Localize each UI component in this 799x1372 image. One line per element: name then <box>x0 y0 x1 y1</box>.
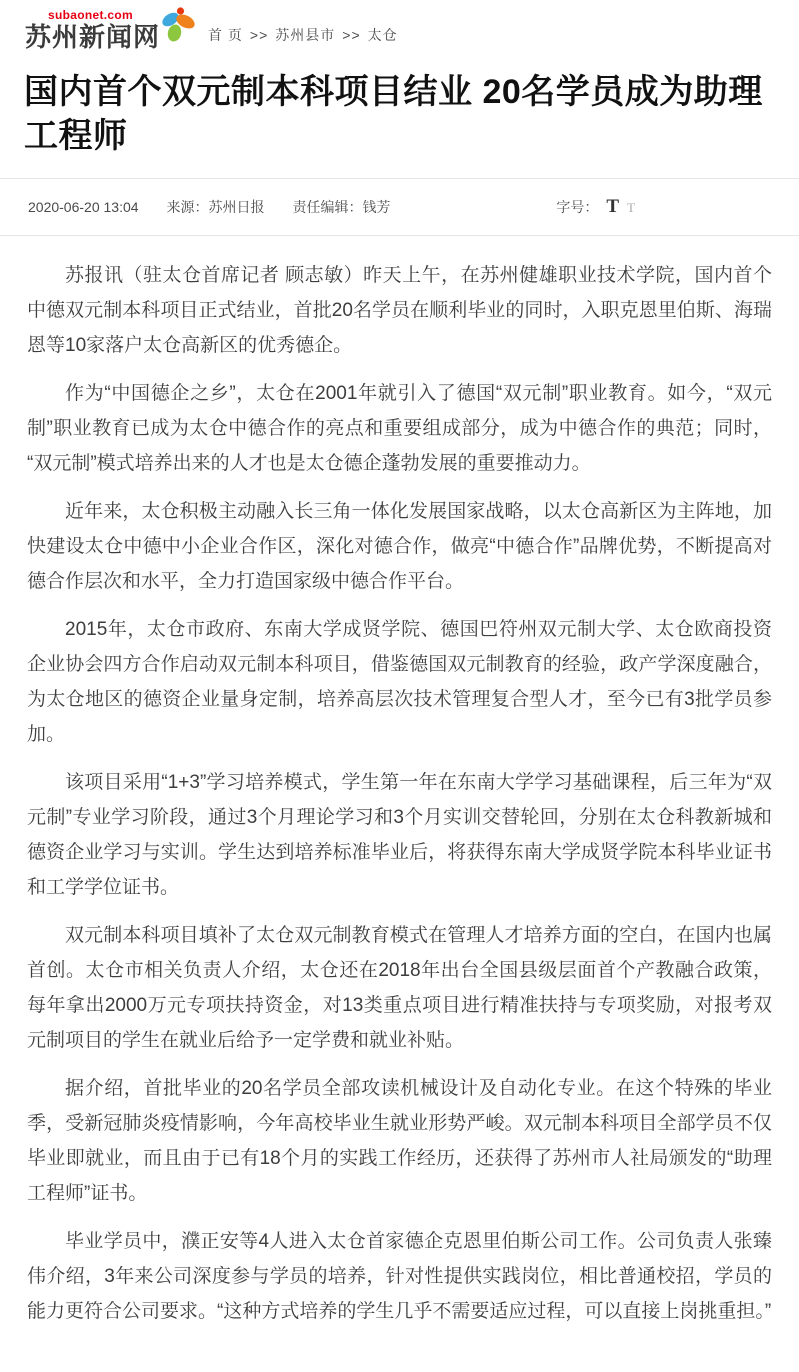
article-title: 国内首个双元制本科项目结业 20名学员成为助理工程师 <box>24 73 763 155</box>
site-logo[interactable] <box>25 9 196 52</box>
breadcrumb-link-0[interactable]: 首 页 <box>208 27 243 43</box>
breadcrumb-separator: >> <box>342 27 361 43</box>
article-body <box>0 236 799 1372</box>
breadcrumb-link-1[interactable]: 苏州县市 <box>275 27 336 43</box>
article-paragraph: 近年来，太仓积极主动融入长三角一体化发展国家战略，以太仓高新区为主阵地，加快建设太仓中德中小企业合作区，深化对德合作，做亮“中德合作”品牌优势，不断提高对德合作层次和水平，全力打造国家级中德合作平台。 <box>27 501 772 592</box>
clover-icon <box>160 6 196 44</box>
fontsize-label: 字号： <box>556 199 599 215</box>
logo-domain-text: subaonet.com <box>48 8 133 22</box>
article-paragraph: 苏报讯（驻太仓首席记者 顾志敏）昨天上午，在苏州健雄职业技术学院，国内首个中德双元制本科项目正式结业，首批20名学员在顺利毕业的同时，入职克恩里伯斯、海瑞恩等10家落户太仓高新区的优秀德企。 <box>27 265 772 356</box>
article-paragraph: 毕业学员中，濮正安等4人进入太仓首家德企克恩里伯斯公司工作。公司负责人张臻伟介绍，3年来公司深度参与学员的培养，针对性提供实践岗位，相比普通校招，学员的能力更符合公司要求。“这种方式培养的学生几乎不需要适应过程，可以直接上岗挑重担。” <box>27 1231 772 1322</box>
article-paragraph: 2015年，太仓市政府、东南大学成贤学院、德国巴符州双元制大学、太仓欧商投资企业协会四方合作启动双元制本科项目，借鉴德国双元制教育的经验，政产学深度融合，为太仓地区的德资企业量身定制，培养高层次技术管理复合型人才，至今已有3批学员参加。 <box>27 619 772 745</box>
fontsize-decrease-button[interactable]: T <box>627 200 635 215</box>
fontsize-controls <box>556 196 635 218</box>
article-meta <box>0 179 799 235</box>
breadcrumb-link-2[interactable]: 太仓 <box>367 27 398 43</box>
publish-datetime: 2020-06-20 13:04 <box>28 199 139 215</box>
article-paragraph: 双元制本科项目填补了太仓双元制教育模式在管理人才培养方面的空白，在国内也属首创。太仓市相关负责人介绍，太仓还在2018年出台全国县级层面首个产教融合政策，每年拿出2000万元专项扶持资金，对13类重点项目进行精准扶持与专项奖励，对报考双元制项目的学生在就业后给予一定学费和就业补贴。 <box>27 925 772 1051</box>
breadcrumb <box>208 25 398 52</box>
breadcrumb-separator: >> <box>249 27 269 43</box>
article-paragraph: 该项目采用“1+3”学习培养模式，学生第一年在东南大学学习基础课程，后三年为“双元制”专业学习阶段，通过3个月理论学习和3个月实训交替轮回，分别在太仓科教新城和德资企业学习与实训。学生达到培养标准毕业后，将获得东南大学成贤学院本科毕业证书和工学学位证书。 <box>27 772 772 898</box>
article-paragraph: 作为“中国德企之乡”，太仓在2001年就引入了德国“双元制”职业教育。如今，“双元制”职业教育已成为太仓中德合作的亮点和重要组成部分，成为中德合作的典范；同时，“双元制”模式培养出来的人才也是太仓德企蓬勃发展的重要推动力。 <box>27 383 772 474</box>
article-editor: 责任编辑：钱芳 <box>292 199 391 215</box>
logo-site-name: 苏州新闻网 <box>25 22 161 52</box>
article-paragraph: 据介绍，首批毕业的20名学员全部攻读机械设计及自动化专业。在这个特殊的毕业季，受新冠肺炎疫情影响，今年高校毕业生就业形势严峻。双元制本科项目全部学员不仅毕业即就业，而且由于已有18个月的实践工作经历，还获得了苏州市人社局颁发的“助理工程师”证书。 <box>27 1078 772 1204</box>
article-source: 来源：苏州日报 <box>166 199 265 215</box>
site-header <box>0 6 799 52</box>
fontsize-increase-button[interactable]: T <box>606 196 620 217</box>
